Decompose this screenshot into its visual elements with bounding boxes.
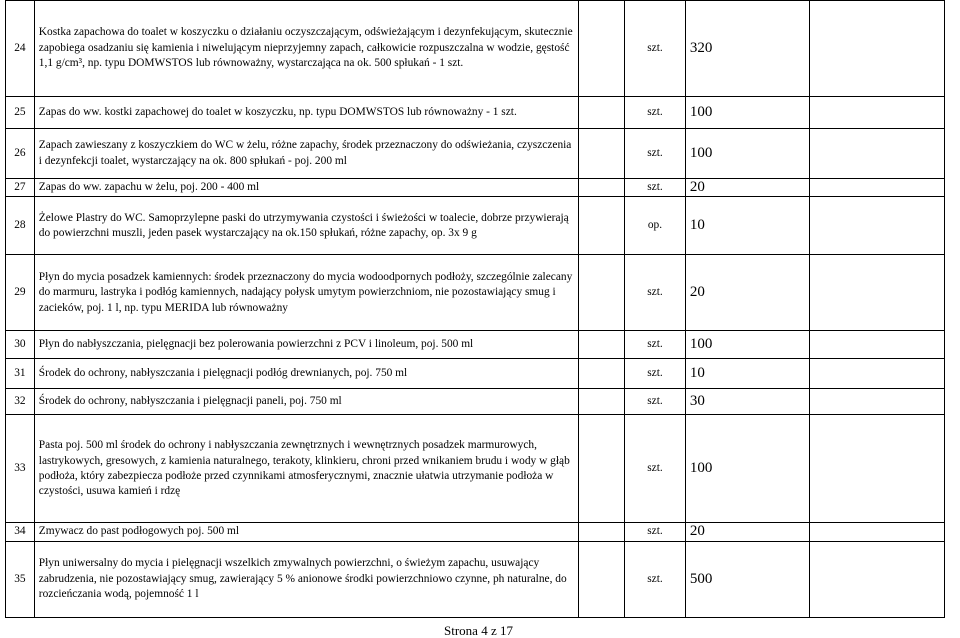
item-description — [34, 523, 578, 541]
empty-cell — [810, 255, 945, 331]
empty-cell — [810, 197, 945, 255]
empty-cell — [810, 179, 945, 197]
table-row — [6, 541, 945, 617]
item-unit: szt. — [625, 1, 686, 97]
items-table — [5, 0, 945, 618]
item-description-text: Zapas do ww. zapachu w żelu, poj. 200 - 400 ml — [38, 181, 260, 193]
item-unit: szt. — [625, 359, 686, 389]
empty-cell — [578, 415, 624, 523]
item-quantity: 320 — [685, 1, 809, 97]
empty-cell — [578, 523, 624, 541]
empty-cell — [578, 179, 624, 197]
row-number: 24 — [6, 1, 35, 97]
item-description-text: Płyn do mycia posadzek kamiennych: środek przeznaczony do mycia wodoodpornych podłoży, szczególnie zalecany do marmuru, lastryka i podłóg kamiennych, nadający połysk umytym powierzchniom, nie pozostawiający smug i zacieków, poj. 1 l, np. typu MERIDA lub równoważny — [38, 270, 573, 314]
table-row — [6, 1, 945, 97]
item-description — [34, 541, 578, 617]
item-quantity: 100 — [685, 415, 809, 523]
row-number: 28 — [6, 197, 35, 255]
item-description-text: Kostka zapachowa do toalet w koszyczku o działaniu oczyszczającym, odświeżającym i dezynfekującym, skutecznie zapobiega osadzaniu się kamienia i niwelującym nieprzyjemny zapach, całkowicie rozpuszczalna w wodzie, gęstość 1,1 g/cm³, np. typu DOMWSTOS lub równoważny, wystarczająca na ok. 500 spłukań - 1 szt. — [38, 26, 573, 70]
item-description — [34, 359, 578, 389]
empty-cell — [578, 1, 624, 97]
row-number: 30 — [6, 331, 35, 359]
page-footer: Strona 4 z 17 — [444, 623, 513, 638]
table-row — [6, 359, 945, 389]
item-description — [34, 129, 578, 179]
empty-cell — [810, 359, 945, 389]
item-description — [34, 179, 578, 197]
empty-cell — [810, 523, 945, 541]
item-quantity: 100 — [685, 331, 809, 359]
item-unit: szt. — [625, 415, 686, 523]
empty-cell — [578, 331, 624, 359]
item-unit: szt. — [625, 129, 686, 179]
empty-cell — [810, 129, 945, 179]
table-row — [6, 129, 945, 179]
empty-cell — [578, 541, 624, 617]
item-quantity: 20 — [685, 523, 809, 541]
empty-cell — [810, 1, 945, 97]
item-description — [34, 389, 578, 415]
empty-cell — [810, 389, 945, 415]
empty-cell — [578, 197, 624, 255]
table-row — [6, 179, 945, 197]
item-description-text: Zapach zawieszany z koszyczkiem do WC w żelu, różne zapachy, środek przeznaczony do odświeżania, czyszczenia i dezynfekcji toalet, wystarczający na ok. 800 spłukań - poj. 200 ml — [38, 139, 572, 167]
item-description — [34, 255, 578, 331]
row-number: 35 — [6, 541, 35, 617]
row-number: 25 — [6, 97, 35, 129]
item-description — [34, 1, 578, 97]
item-quantity: 20 — [685, 255, 809, 331]
item-unit: op. — [625, 197, 686, 255]
item-description — [34, 415, 578, 523]
item-description-text: Zapas do ww. kostki zapachowej do toalet w koszyczku, np. typu DOMWSTOS lub równoważny - 1 szt. — [38, 105, 517, 118]
item-quantity: 100 — [685, 129, 809, 179]
item-unit: szt. — [625, 255, 686, 331]
empty-cell — [810, 331, 945, 359]
item-description-text: Żelowe Plastry do WC. Samoprzylepne paski do utrzymywania czystości i świeżości w toalecie, dobrze przywierają do powierzchni muszli, jeden pasek wystarczający na ok.150 spłukań, różne zapachy, op. 3x 9 g — [38, 211, 569, 239]
row-number: 31 — [6, 359, 35, 389]
table-row — [6, 415, 945, 523]
item-description — [34, 331, 578, 359]
item-description-text: Środek do ochrony, nabłyszczania i pielęgnacji paneli, poj. 750 ml — [38, 395, 342, 408]
empty-cell — [578, 97, 624, 129]
empty-cell — [810, 415, 945, 523]
table-row — [6, 197, 945, 255]
row-number: 34 — [6, 523, 35, 541]
row-number: 27 — [6, 179, 35, 197]
item-unit: szt. — [625, 331, 686, 359]
item-description-text: Pasta poj. 500 ml środek do ochrony i nabłyszczania zewnętrznych i wewnętrznych posadzek marmurowych, lastrykowych, gresowych, z kamienia naturalnego, terakoty, klinkieru, chroni przed wnikaniem brudu i wody w głąb podłoża, który zabezpiecza podłoże przed czynnikami atmosferycznymi, znacznie ułatwia utrzymanie podłoża w czystości, usuwa kamień i rdzę — [38, 439, 570, 498]
empty-cell — [810, 97, 945, 129]
item-unit: szt. — [625, 523, 686, 541]
item-quantity: 100 — [685, 97, 809, 129]
item-description-text: Zmywacz do past podłogowych poj. 500 ml — [38, 525, 240, 538]
item-unit: szt. — [625, 541, 686, 617]
item-quantity: 30 — [685, 389, 809, 415]
item-quantity: 20 — [685, 179, 809, 197]
table-row — [6, 523, 945, 541]
empty-cell — [578, 129, 624, 179]
item-description-text: Płyn do nabłyszczania, pielęgnacji bez polerowania powierzchni z PCV i linoleum, poj. 500 ml — [38, 338, 474, 351]
empty-cell — [578, 255, 624, 331]
table-row — [6, 389, 945, 415]
row-number: 29 — [6, 255, 35, 331]
item-unit: szt. — [625, 179, 686, 197]
item-quantity: 10 — [685, 197, 809, 255]
item-quantity: 10 — [685, 359, 809, 389]
item-quantity: 500 — [685, 541, 809, 617]
item-unit: szt. — [625, 97, 686, 129]
empty-cell — [578, 389, 624, 415]
table-row — [6, 255, 945, 331]
row-number: 32 — [6, 389, 35, 415]
empty-cell — [810, 541, 945, 617]
row-number: 26 — [6, 129, 35, 179]
empty-cell — [578, 359, 624, 389]
item-description-text: Środek do ochrony, nabłyszczania i pielęgnacji podłóg drewnianych, poj. 750 ml — [38, 367, 408, 380]
table-row — [6, 331, 945, 359]
table-row — [6, 97, 945, 129]
item-description — [34, 97, 578, 129]
item-description-text: Płyn uniwersalny do mycia i pielęgnacji wszelkich zmywalnych powierzchni, o świeżym zapachu, usuwający zabrudzenia, nie pozostawiający smug, zawierający 5 % anionowe środki powierzchniowo czynne, ph naturalne, do rozcieńczania wodą, pojemność 1 l — [38, 557, 567, 601]
row-number: 33 — [6, 415, 35, 523]
item-unit: szt. — [625, 389, 686, 415]
item-description — [34, 197, 578, 255]
